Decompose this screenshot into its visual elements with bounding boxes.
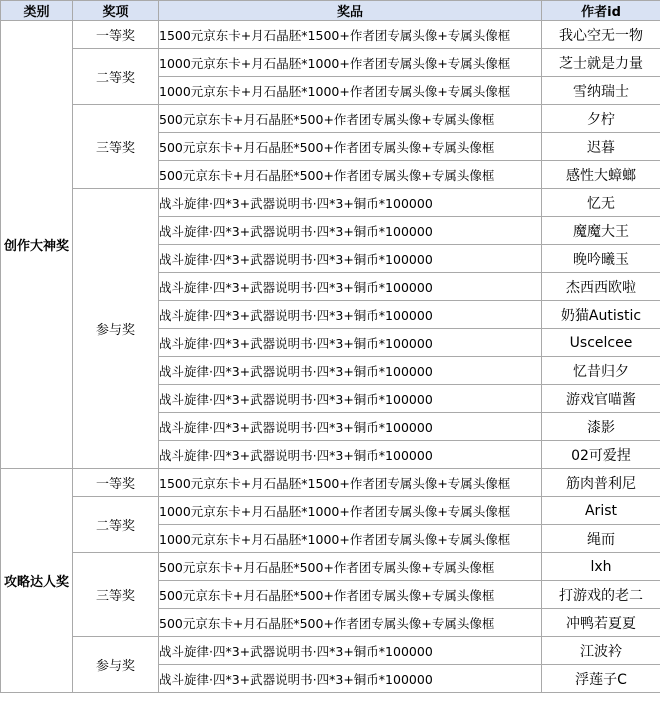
author-id-cell: 芝士就是力量 bbox=[542, 49, 660, 77]
author-id-cell: 夕柠 bbox=[542, 105, 660, 133]
author-id-cell: 02可爱捏 bbox=[542, 441, 660, 469]
prize-cell: 1000元京东卡+月石晶胚*1000+作者团专属头像+专属头像框 bbox=[159, 497, 542, 525]
category-cell: 攻略达人奖 bbox=[1, 469, 73, 693]
prize-cell: 500元京东卡+月石晶胚*500+作者团专属头像+专属头像框 bbox=[159, 105, 542, 133]
prize-cell: 1500元京东卡+月石晶胚*1500+作者团专属头像+专属头像框 bbox=[159, 469, 542, 497]
author-id-cell: lxh bbox=[542, 553, 660, 581]
table-row bbox=[1, 637, 660, 665]
author-id-cell: 忆昔归夕 bbox=[542, 357, 660, 385]
header-prize: 奖品 bbox=[159, 1, 542, 21]
header-award: 奖项 bbox=[73, 1, 159, 21]
award-tier-cell: 一等奖 bbox=[73, 469, 159, 497]
category-cell: 创作大神奖 bbox=[1, 21, 73, 469]
prize-cell: 1000元京东卡+月石晶胚*1000+作者团专属头像+专属头像框 bbox=[159, 77, 542, 105]
author-id-cell: 冲鸭若夏夏 bbox=[542, 609, 660, 637]
prize-cell: 1000元京东卡+月石晶胚*1000+作者团专属头像+专属头像框 bbox=[159, 49, 542, 77]
author-id-cell: 绳而 bbox=[542, 525, 660, 553]
table-row bbox=[1, 553, 660, 581]
award-tier-cell: 参与奖 bbox=[73, 637, 159, 693]
prize-cell: 战斗旋律·四*3+武器说明书·四*3+铜币*100000 bbox=[159, 329, 542, 357]
author-id-cell: 打游戏的老二 bbox=[542, 581, 660, 609]
prize-cell: 500元京东卡+月石晶胚*500+作者团专属头像+专属头像框 bbox=[159, 581, 542, 609]
author-id-cell: 忆无 bbox=[542, 189, 660, 217]
prize-cell: 1500元京东卡+月石晶胚*1500+作者团专属头像+专属头像框 bbox=[159, 21, 542, 49]
header-category: 类别 bbox=[1, 1, 73, 21]
author-id-cell: Uscelcee bbox=[542, 329, 660, 357]
prize-cell: 战斗旋律·四*3+武器说明书·四*3+铜币*100000 bbox=[159, 441, 542, 469]
header-row bbox=[1, 1, 660, 21]
author-id-cell: 雪纳瑞士 bbox=[542, 77, 660, 105]
author-id-cell: 我心空无一物 bbox=[542, 21, 660, 49]
author-id-cell: 筋肉普利尼 bbox=[542, 469, 660, 497]
table-row bbox=[1, 497, 660, 525]
prize-cell: 战斗旋律·四*3+武器说明书·四*3+铜币*100000 bbox=[159, 357, 542, 385]
author-id-cell: 游戏官喵酱 bbox=[542, 385, 660, 413]
award-tier-cell: 三等奖 bbox=[73, 105, 159, 189]
prize-cell: 战斗旋律·四*3+武器说明书·四*3+铜币*100000 bbox=[159, 301, 542, 329]
table-row bbox=[1, 189, 660, 217]
author-id-cell: 感性大蟑螂 bbox=[542, 161, 660, 189]
table-row bbox=[1, 49, 660, 77]
award-tier-cell: 三等奖 bbox=[73, 553, 159, 637]
award-tier-cell: 参与奖 bbox=[73, 189, 159, 469]
table-row bbox=[1, 469, 660, 497]
author-id-cell: 魔魔大王 bbox=[542, 217, 660, 245]
prize-cell: 战斗旋律·四*3+武器说明书·四*3+铜币*100000 bbox=[159, 385, 542, 413]
author-id-cell: Arist bbox=[542, 497, 660, 525]
prize-cell: 战斗旋律·四*3+武器说明书·四*3+铜币*100000 bbox=[159, 245, 542, 273]
prize-cell: 500元京东卡+月石晶胚*500+作者团专属头像+专属头像框 bbox=[159, 133, 542, 161]
prize-cell: 500元京东卡+月石晶胚*500+作者团专属头像+专属头像框 bbox=[159, 553, 542, 581]
prize-cell: 1000元京东卡+月石晶胚*1000+作者团专属头像+专属头像框 bbox=[159, 525, 542, 553]
table-body bbox=[1, 21, 660, 693]
author-id-cell: 杰西西欧啦 bbox=[542, 273, 660, 301]
prize-cell: 500元京东卡+月石晶胚*500+作者团专属头像+专属头像框 bbox=[159, 161, 542, 189]
author-id-cell: 浮莲子C bbox=[542, 665, 660, 693]
award-tier-cell: 二等奖 bbox=[73, 497, 159, 553]
prize-cell: 战斗旋律·四*3+武器说明书·四*3+铜币*100000 bbox=[159, 189, 542, 217]
header-author-id: 作者id bbox=[542, 1, 660, 21]
prize-cell: 战斗旋律·四*3+武器说明书·四*3+铜币*100000 bbox=[159, 413, 542, 441]
author-id-cell: 奶猫Autistic bbox=[542, 301, 660, 329]
prize-cell: 战斗旋律·四*3+武器说明书·四*3+铜币*100000 bbox=[159, 217, 542, 245]
author-id-cell: 江波衿 bbox=[542, 637, 660, 665]
prize-cell: 战斗旋律·四*3+武器说明书·四*3+铜币*100000 bbox=[159, 637, 542, 665]
author-id-cell: 晚吟曦玉 bbox=[542, 245, 660, 273]
author-id-cell: 迟暮 bbox=[542, 133, 660, 161]
prize-cell: 500元京东卡+月石晶胚*500+作者团专属头像+专属头像框 bbox=[159, 609, 542, 637]
author-id-cell: 漆影 bbox=[542, 413, 660, 441]
award-tier-cell: 一等奖 bbox=[73, 21, 159, 49]
prize-cell: 战斗旋律·四*3+武器说明书·四*3+铜币*100000 bbox=[159, 273, 542, 301]
table-row bbox=[1, 21, 660, 49]
table-row bbox=[1, 105, 660, 133]
award-tier-cell: 二等奖 bbox=[73, 49, 159, 105]
prize-cell: 战斗旋律·四*3+武器说明书·四*3+铜币*100000 bbox=[159, 665, 542, 693]
